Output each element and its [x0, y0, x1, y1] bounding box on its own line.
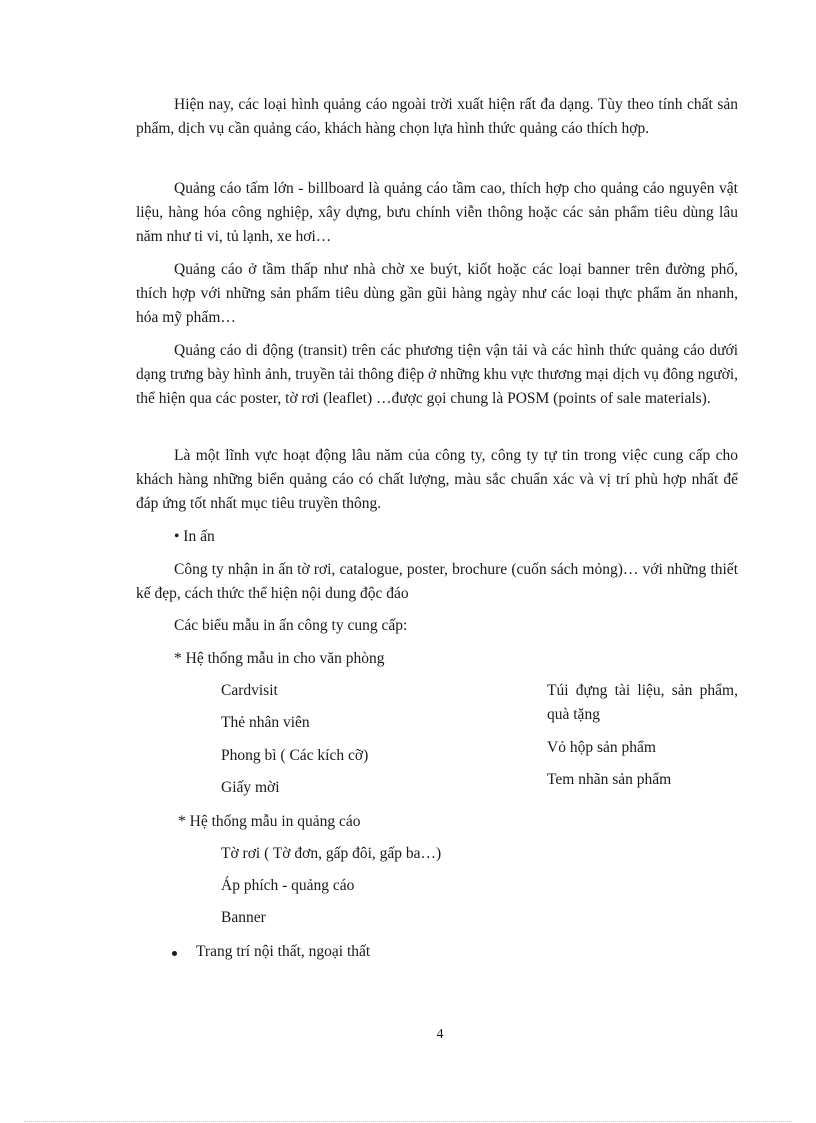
office-form-item: Cardvisit — [221, 682, 278, 699]
office-forms-heading: * Hệ thống mẫu in cho văn phòng — [174, 650, 385, 667]
advertising-form-item: Áp phích - quảng cáo — [221, 877, 355, 894]
office-form-item-right: Tem nhãn sản phẩm — [547, 771, 672, 788]
paragraph-printing-description: Công ty nhận in ấn tờ rơi, catalogue, poster, brochure (cuốn sách mỏng)… với những thiết kế đẹp, cách thức thể hiện nội dung độc đáo — [136, 561, 738, 602]
advertising-form-item: Banner — [221, 909, 266, 926]
paragraph-transit-ads: Quảng cáo di động (transit) trên các phương tiện vận tải và các hình thức quảng cáo dưới dạng trưng bày hình ảnh, truyền tải thông điệp ở những khu vực thương mại dịch vụ đông người, thể hiện qua các poster, tờ rơi (leaflet) …được gọi chung là POSM (points of sale materials). — [136, 342, 738, 407]
page-number: 4 — [436, 1027, 444, 1042]
page-bottom-divider — [24, 1121, 792, 1122]
paragraph-outdoor-intro: Hiện nay, các loại hình quảng cáo ngoài trời xuất hiện rất đa dạng. Tùy theo tính chất sản phẩm, dịch vụ cần quảng cáo, khách hàng chọn lựa hình thức quảng cáo thích hợp. — [136, 96, 738, 137]
paragraph-company-capability: Là một lĩnh vực hoạt động lâu năm của công ty, công ty tự tin trong việc cung cấp cho khách hàng những biển quảng cáo có chất lượng, màu sắc chuẩn xác và vị trí phù hợp nhất để đáp ứng tốt nhất mục tiêu truyền thông. — [136, 447, 738, 512]
office-form-item: Thẻ nhân viên — [221, 714, 310, 731]
office-form-item: Giấy mời — [221, 779, 280, 796]
advertising-forms-heading: * Hệ thống mẫu in quảng cáo — [178, 813, 361, 830]
paragraph-low-level-ads: Quảng cáo ở tầm thấp như nhà chờ xe buýt, kiốt hoặc các loại banner trên đường phố, thích hợp với những sản phẩm tiêu dùng gần gũi hàng ngày như các loại thực phẩm ăn nhanh, hóa mỹ phẩm… — [136, 261, 738, 326]
bullet-dot-icon — [172, 951, 177, 956]
office-form-item: Phong bì ( Các kích cỡ) — [221, 747, 369, 764]
interior-decoration-item: Trang trí nội thất, ngoại thất — [196, 943, 371, 960]
advertising-form-item: Tờ rơi ( Tờ đơn, gấp đôi, gấp ba…) — [221, 845, 442, 862]
paragraph-billboard: Quảng cáo tấm lớn - billboard là quảng cáo tầm cao, thích hợp cho quảng cáo nguyên vật liệu, hàng hóa công nghiệp, xây dựng, bưu chính viễn thông hoặc các sản phẩm tiêu dùng lâu năm như ti vi, tủ lạnh, xe hơi… — [136, 180, 738, 245]
forms-intro: Các biểu mẫu in ấn công ty cung cấp: — [174, 617, 408, 634]
office-form-item-right: Vỏ hộp sản phẩm — [547, 739, 656, 756]
section-heading-printing: • In ấn — [174, 528, 215, 545]
office-form-item-right: Túi đựng tài liệu, sản phẩm, quà tặng — [547, 682, 738, 723]
